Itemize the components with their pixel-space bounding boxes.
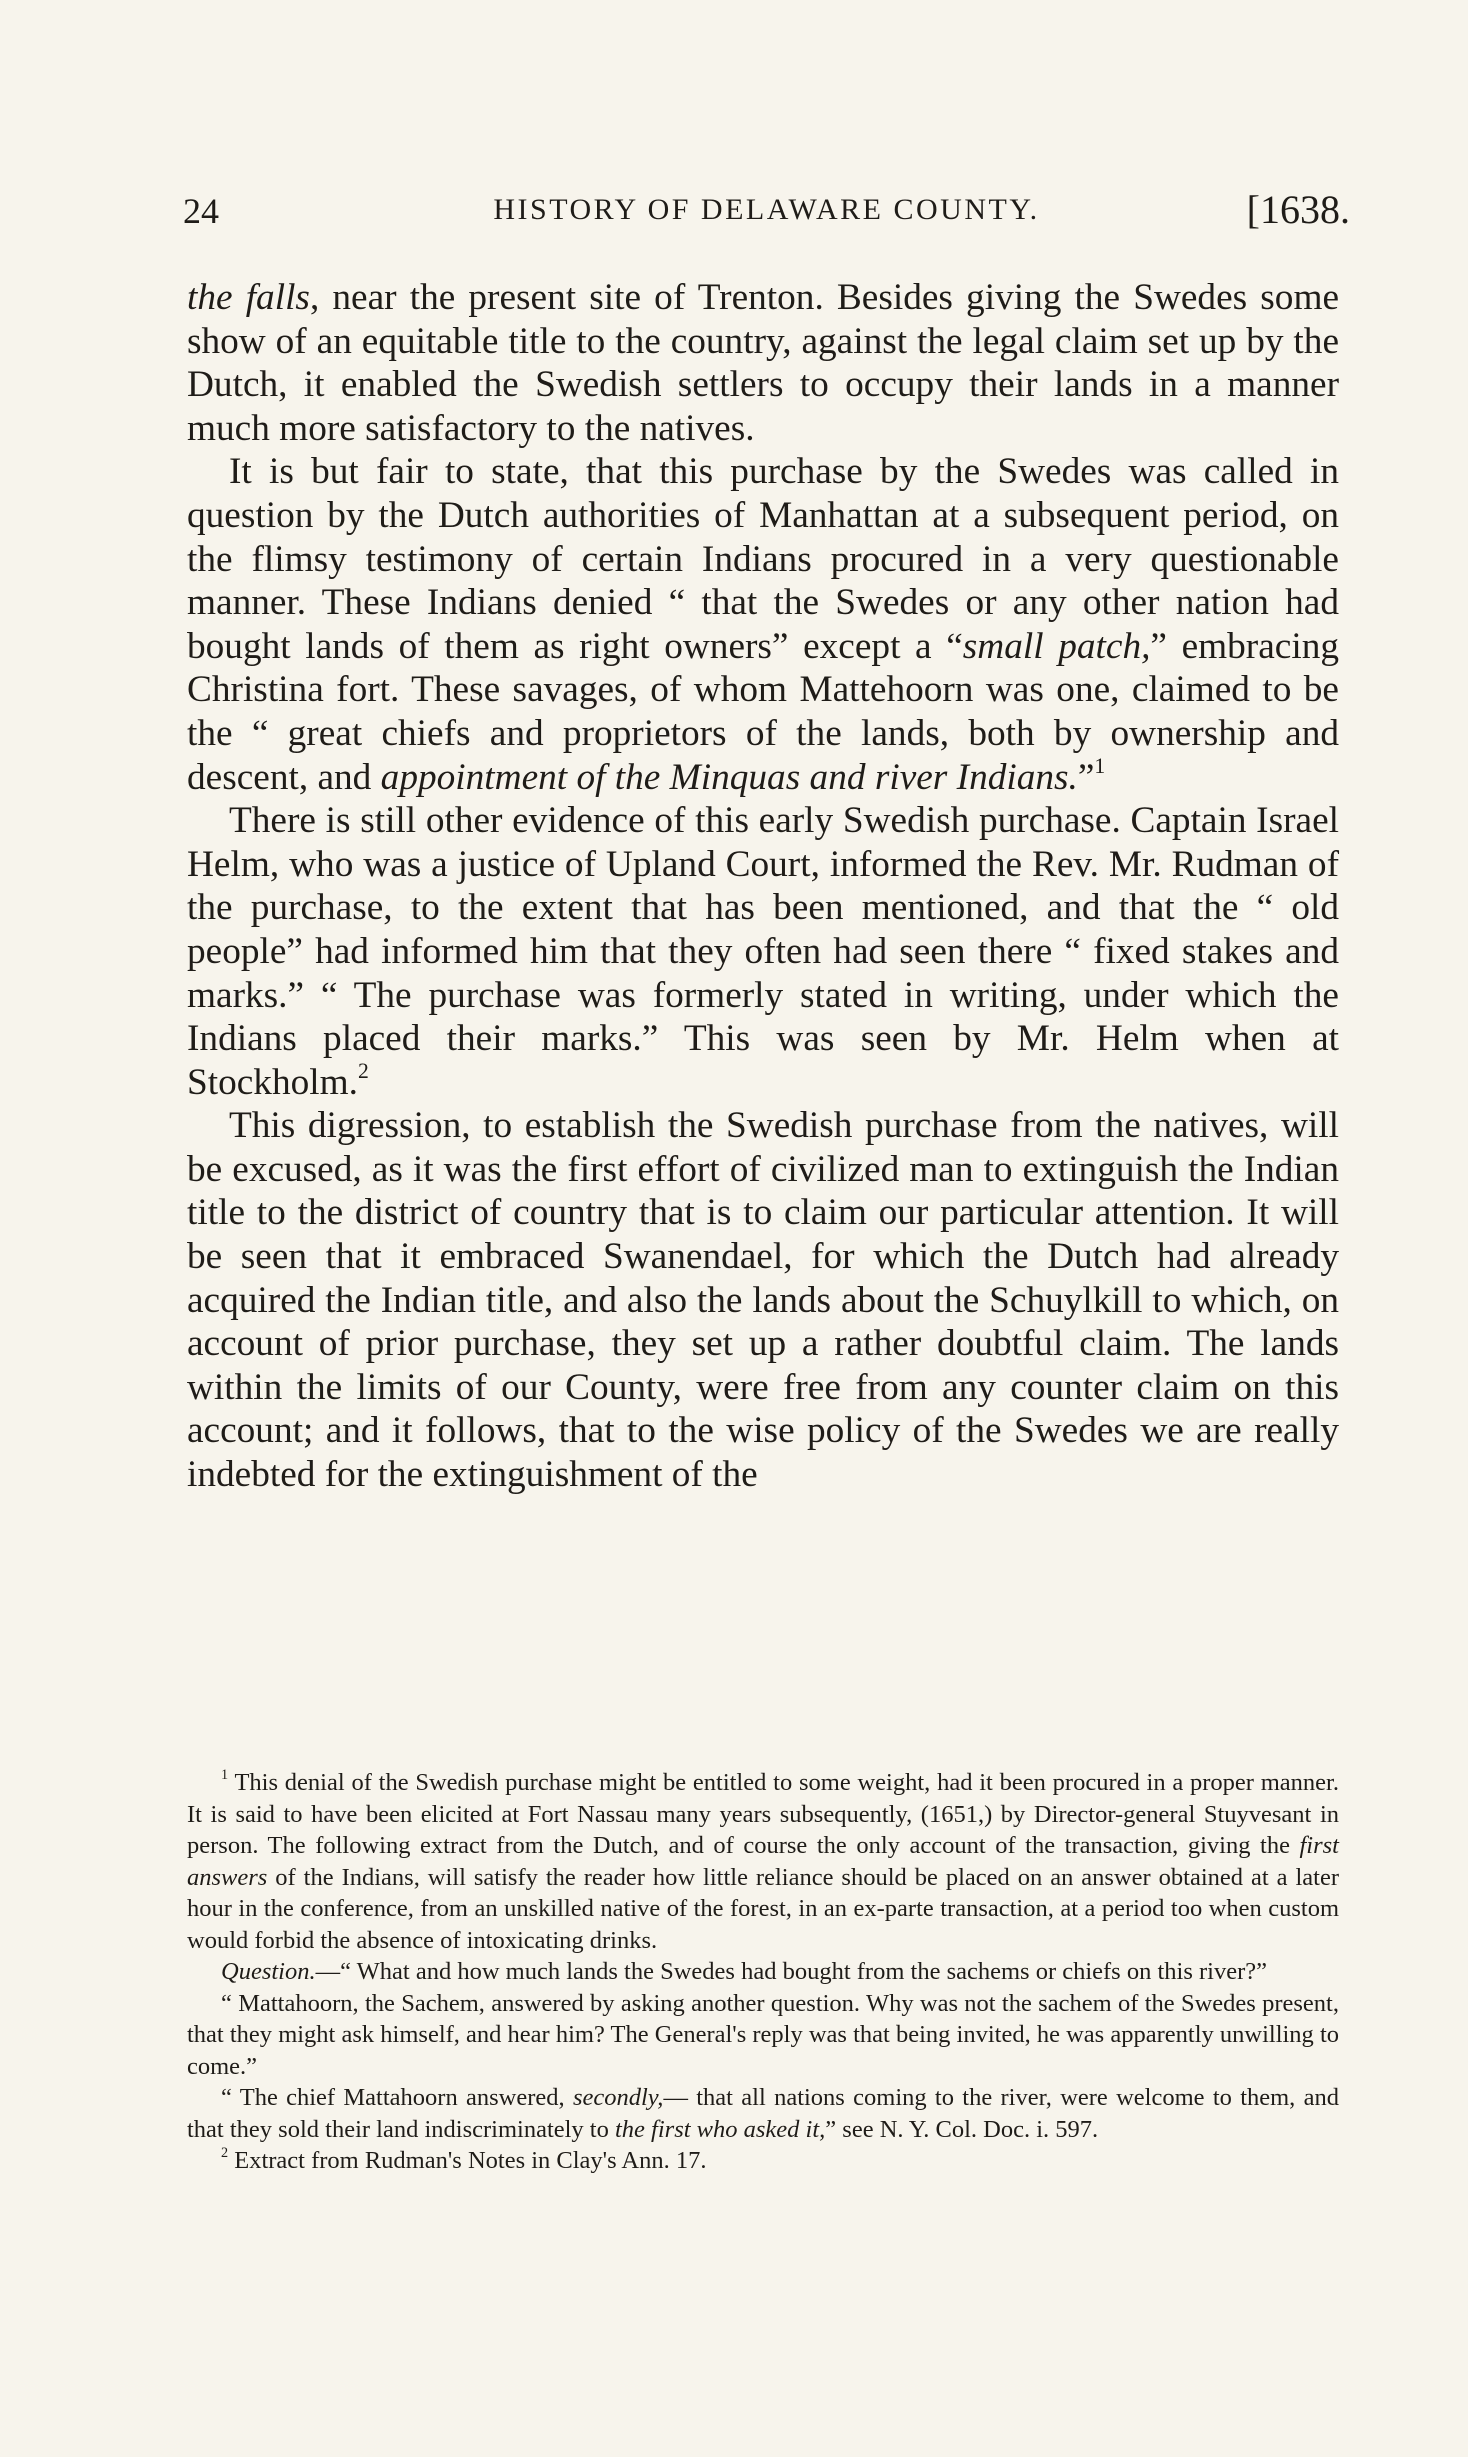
italic-phrase: secondly,	[572, 2084, 664, 2111]
footnote-text: “ The chief Mattahoorn answered,	[221, 2084, 573, 2111]
italic-phrase: small patch,	[962, 625, 1151, 667]
footnote-answer-2	[187, 2082, 1339, 2145]
running-title: HISTORY OF DELAWARE COUNTY.	[493, 193, 1040, 226]
italic-phrase: first answers	[187, 1832, 1339, 1891]
main-text	[187, 276, 1339, 1497]
paragraph-text: ”	[1077, 756, 1095, 798]
footnote-text: Extract from Rudman's Notes in Clay's Ann. 17.	[228, 2147, 707, 2174]
italic-phrase: the falls	[187, 277, 310, 318]
footnote-text: ” see N. Y. Col. Doc. i. 597.	[825, 2115, 1099, 2143]
footnote-question	[187, 1956, 1339, 1988]
italic-phrase: the first who asked it,	[614, 2115, 826, 2143]
page-number: 24	[183, 191, 219, 231]
footnotes	[187, 1767, 1339, 2177]
paragraph-text: It is but fair to state, that this purchase by the Swedes was called in question by the Dutch authorities of Manhattan at a subsequent period, on the flimsy testimony of certain Indians procured in a very questionable manner. These Indians denied “ that the Swedes or any other nation had bought lands of them as right owners” except a “	[187, 451, 1339, 667]
paragraph-1	[187, 276, 1339, 450]
paragraph-2	[187, 450, 1339, 799]
paragraph-3	[187, 799, 1339, 1104]
footnote-text: of the Indians, will satisfy the reader how little reliance should be placed on an answer obtained at a later hour in the conference, from an unskilled native of the forest, in an ex-parte transaction, at a period too when custom would forbid the absence of intoxicating drinks.	[187, 1863, 1339, 1954]
footnote-mark-2: 2	[221, 2145, 229, 2162]
paragraph-4: This digression, to establish the Swedish purchase from the natives, will be excused, as it was the first effort of civilized man to extinguish the Indian title to the district of country that is to claim our particular attention. It will be seen that it embraced Swanendael, for which the Dutch had already acquired the Indian title, and also the lands about the Schuylkill to which, on account of prior purchase, they set up a rather doubtful claim. The lands within the limits of our County, were free from any counter claim on this account; and it follows, that to the wise policy of the Swedes we are really indebted for the extinguishment of the	[187, 1105, 1339, 1496]
paragraph-text: ” embracing Christina fort. These savages, of whom Mattehoorn was one, claimed to be the “ great chiefs and proprietors of the lands, both by ownership and descent, and	[187, 625, 1339, 798]
header-year: [1638.	[1246, 187, 1350, 232]
italic-phrase: appointment of the Minquas and river Indians.	[380, 756, 1078, 798]
footnote-text: —“ What and how much lands the Swedes had bought from the sachems or chiefs on this river?”	[315, 1958, 1267, 1985]
footnote-answer-1: “ Mattahoorn, the Sachem, answered by asking another question. Why was not the sachem of the Swedes present, that they might ask himself, and hear him? The General's reply was that being invited, he was apparently unwilling to come.”	[187, 1989, 1339, 2080]
footnote-1	[187, 1767, 1339, 1956]
footnote-2	[187, 2145, 1339, 2177]
paragraph-text: , near the present site of Trenton. Besides giving the Swedes some show of an equitable title to the country, against the legal claim set up by the Dutch, it enabled the Swedish settlers to occupy their lands in a manner much more satisfactory to the natives.	[187, 277, 1340, 449]
footnote-ref-1: 1	[1094, 753, 1106, 778]
running-header	[183, 187, 1350, 246]
paragraph-text: There is still other evidence of this early Swedish purchase. Captain Israel Helm, who was a justice of Upland Court, informed the Rev. Mr. Rudman of the purchase, to the extent that has been mentioned, and that the “ old people” had informed him that they often had seen there “ fixed stakes and marks.” “ The purchase was formerly stated in writing, under which the Indians placed their marks.” This was seen by Mr. Helm when at Stockholm.	[187, 800, 1339, 1103]
footnote-ref-2: 2	[357, 1059, 369, 1084]
footnote-mark-1: 1	[221, 1767, 229, 1784]
question-label: Question.	[221, 1958, 316, 1985]
footnote-text: — that all nations coming to the river, were welcome to them, and that they sold their land indiscriminately to	[187, 2084, 1339, 2143]
footnote-text: This denial of the Swedish purchase might be entitled to some weight, had it been procured in a proper manner. It is said to have been elicited at Fort Nassau many years subsequently, (1651,) by Director-general Stuyvesant in person. The following extract from the Dutch, and of course the only account of the transaction, giving the	[187, 1769, 1339, 1859]
